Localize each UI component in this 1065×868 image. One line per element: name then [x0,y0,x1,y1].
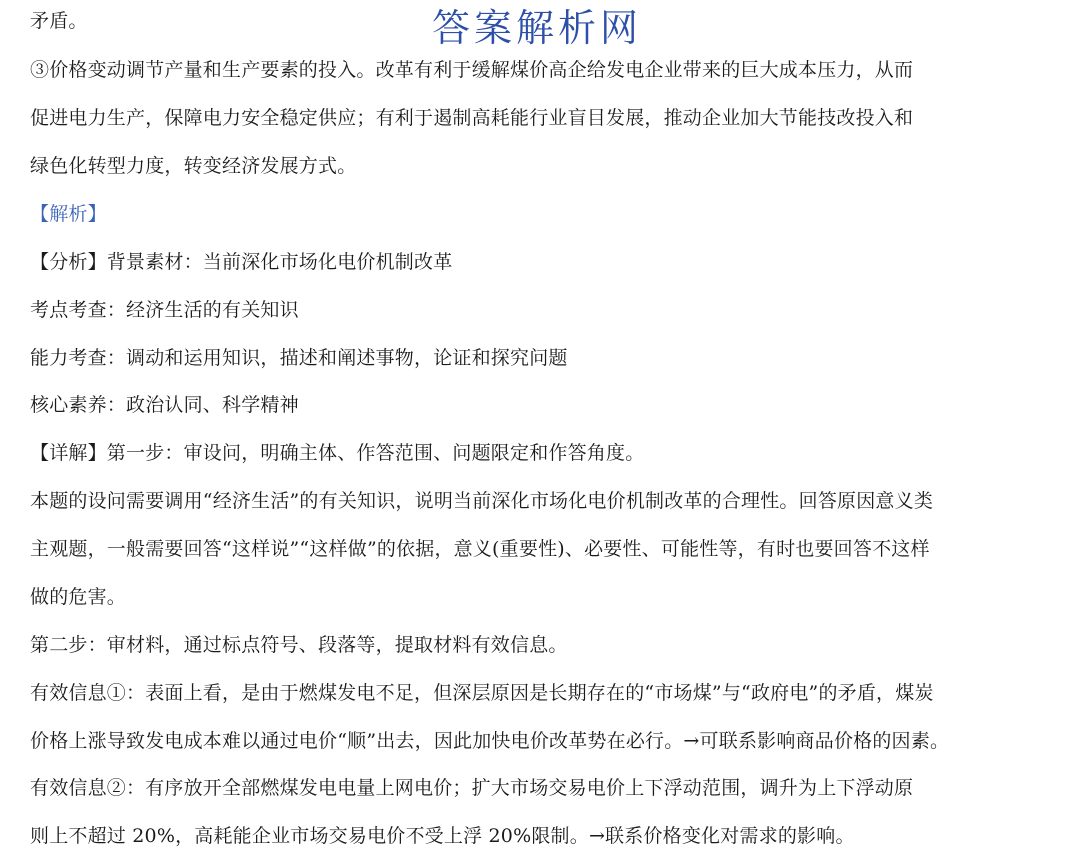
text-line: 则上不超过 20%，高耗能企业市场交易电价不受上浮 20%限制。→联系价格变化对需求的影响。 [30,825,855,847]
text-line: 有效信息①：表面上看，是由于燃煤发电不足，但深层原因是长期存在的“市场煤”与“政府电”的矛盾，煤炭 [30,682,934,704]
text-line: 做的危害。 [30,586,127,608]
text-line: ③价格变动调节产量和生产要素的投入。改革有利于缓解煤价高企给发电企业带来的巨大成本压力，从而 [30,59,914,81]
text-line: 矛盾。 [30,10,88,32]
text-line: 考点考查：经济生活的有关知识 [30,299,299,321]
text-line: 主观题，一般需要回答“这样说”“这样做”的依据，意义(重要性)、必要性、可能性等，有时也要回答不这样 [30,538,930,560]
section-heading-analysis: 【解析】 [30,203,107,225]
text-line: 有效信息②：有序放开全部燃煤发电电量上网电价；扩大市场交易电价上下浮动范围，调升为上下浮动原 [30,777,914,799]
watermark-logo: 答案解析网 [432,6,643,50]
text-line: 价格上涨导致发电成本难以通过电价“顺”出去，因此加快电价改革势在必行。→可联系影响商品价格的因素。 [30,730,950,752]
text-line: 核心素养：政治认同、科学精神 [30,394,299,416]
text-line: 【分析】背景素材：当前深化市场化电价机制改革 [30,251,453,273]
text-line: 第二步：审材料，通过标点符号、段落等，提取材料有效信息。 [30,634,568,656]
text-line: 绿色化转型力度，转变经济发展方式。 [30,155,357,177]
text-line: 能力考查：调动和运用知识，描述和阐述事物，论证和探究问题 [30,347,568,369]
text-line: 促进电力生产，保障电力安全稳定供应；有利于遏制高耗能行业盲目发展，推动企业加大节能技改投入和 [30,107,914,129]
text-line: 【详解】第一步：审设问，明确主体、作答范围、问题限定和作答角度。 [30,442,645,464]
text-line: 本题的设问需要调用“经济生活”的有关知识，说明当前深化市场化电价机制改革的合理性。回答原因意义类 [30,490,934,512]
